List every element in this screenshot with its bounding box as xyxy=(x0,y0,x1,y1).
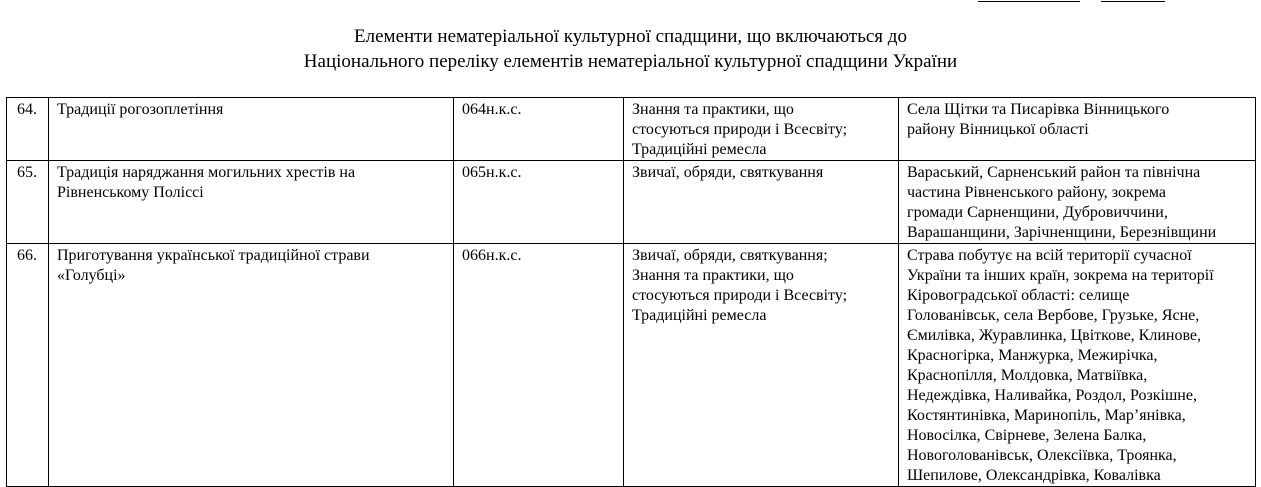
element-location-line: Вараський, Сарненський район та північна xyxy=(907,164,1201,181)
element-location xyxy=(899,98,1256,161)
element-location-line: частина Рівненського району, зокрема xyxy=(907,184,1166,201)
element-domain-line: Знання та практики, що xyxy=(632,267,794,284)
element-name xyxy=(49,244,454,487)
title-line-2: Національного переліку елементів нематеріальної культурної спадщини України xyxy=(303,51,958,72)
element-location-line: Села Щітки та Писарівка Вінницького xyxy=(907,101,1170,118)
element-name-line: Традиція наряджання могильних хрестів на xyxy=(57,164,356,181)
date-line xyxy=(1101,1,1165,2)
element-location-line: Краснопілля, Молдовка, Матвіївка, xyxy=(907,367,1148,384)
row-number: 66. xyxy=(7,244,49,487)
element-domain xyxy=(624,98,899,161)
element-location-line: Недеждівка, Наливайка, Роздол, Розкішне, xyxy=(907,387,1197,404)
row-number: 65. xyxy=(7,161,49,244)
element-domain-line: стосуються природи і Всесвіту; xyxy=(632,287,848,304)
element-location-line: Новосілка, Свірневе, Зелена Балка, xyxy=(907,427,1147,444)
element-domain-line: Традиційні ремесла xyxy=(632,307,767,324)
element-domain xyxy=(624,161,899,244)
element-location-line: Костянтинівка, Маринопіль, Мар’янівка, xyxy=(907,407,1186,424)
element-name-line: Рівненському Поліссі xyxy=(57,184,204,201)
element-name xyxy=(49,161,454,244)
element-location-line: громади Сарненщини, Дубровиччини, xyxy=(907,204,1168,221)
element-domain-line: Звичаї, обряди, святкування; xyxy=(632,247,828,264)
element-name-line: «Голубці» xyxy=(57,267,126,284)
signature-line xyxy=(978,1,1080,2)
element-domain-line: Звичаї, обряди, святкування xyxy=(632,164,824,181)
element-location-line: Страва побутує на всій території сучасної xyxy=(907,247,1192,264)
element-location-line: України та інших країн, зокрема на території xyxy=(907,267,1214,284)
element-domain xyxy=(624,244,899,487)
element-location-line: Красногірка, Манжурка, Межирічка, xyxy=(907,347,1158,364)
element-code: 065н.к.с. xyxy=(454,161,624,244)
table-row xyxy=(7,161,1256,244)
table-row xyxy=(7,98,1256,161)
element-domain-line: стосуються природи і Всесвіту; xyxy=(632,121,848,138)
element-location-line: Ємилівка, Журавлинка, Цвіткове, Клинове, xyxy=(907,327,1202,344)
element-location-line: Шепилове, Олександрівка, Ковалівка xyxy=(907,467,1161,484)
element-location xyxy=(899,161,1256,244)
element-domain-line: Знання та практики, що xyxy=(632,101,794,118)
element-location-line: Новоголованівськ, Олексіївка, Троянка, xyxy=(907,447,1177,464)
element-code: 066н.к.с. xyxy=(454,244,624,487)
title-line-1: Елементи нематеріальної культурної спадщини, що включаються до xyxy=(354,26,907,47)
heritage-table xyxy=(6,97,1256,487)
table-row xyxy=(7,244,1256,487)
row-number: 64. xyxy=(7,98,49,161)
element-location-line: Варашанщини, Зарічненщини, Березнівщини xyxy=(907,224,1217,241)
document-title xyxy=(0,24,1261,74)
element-name-line: Приготування української традиційної страви xyxy=(57,247,370,264)
element-location-line: району Вінницької області xyxy=(907,121,1089,138)
element-location-line: Кіровоградської області: селище xyxy=(907,287,1130,304)
element-name xyxy=(49,98,454,161)
element-domain-line: Традиційні ремесла xyxy=(632,141,767,158)
element-location-line: Голованівськ, села Вербове, Грузьке, Ясне, xyxy=(907,307,1200,324)
element-code: 064н.к.с. xyxy=(454,98,624,161)
element-location xyxy=(899,244,1256,487)
element-name-line: Традиції рогозоплетіння xyxy=(57,101,224,118)
